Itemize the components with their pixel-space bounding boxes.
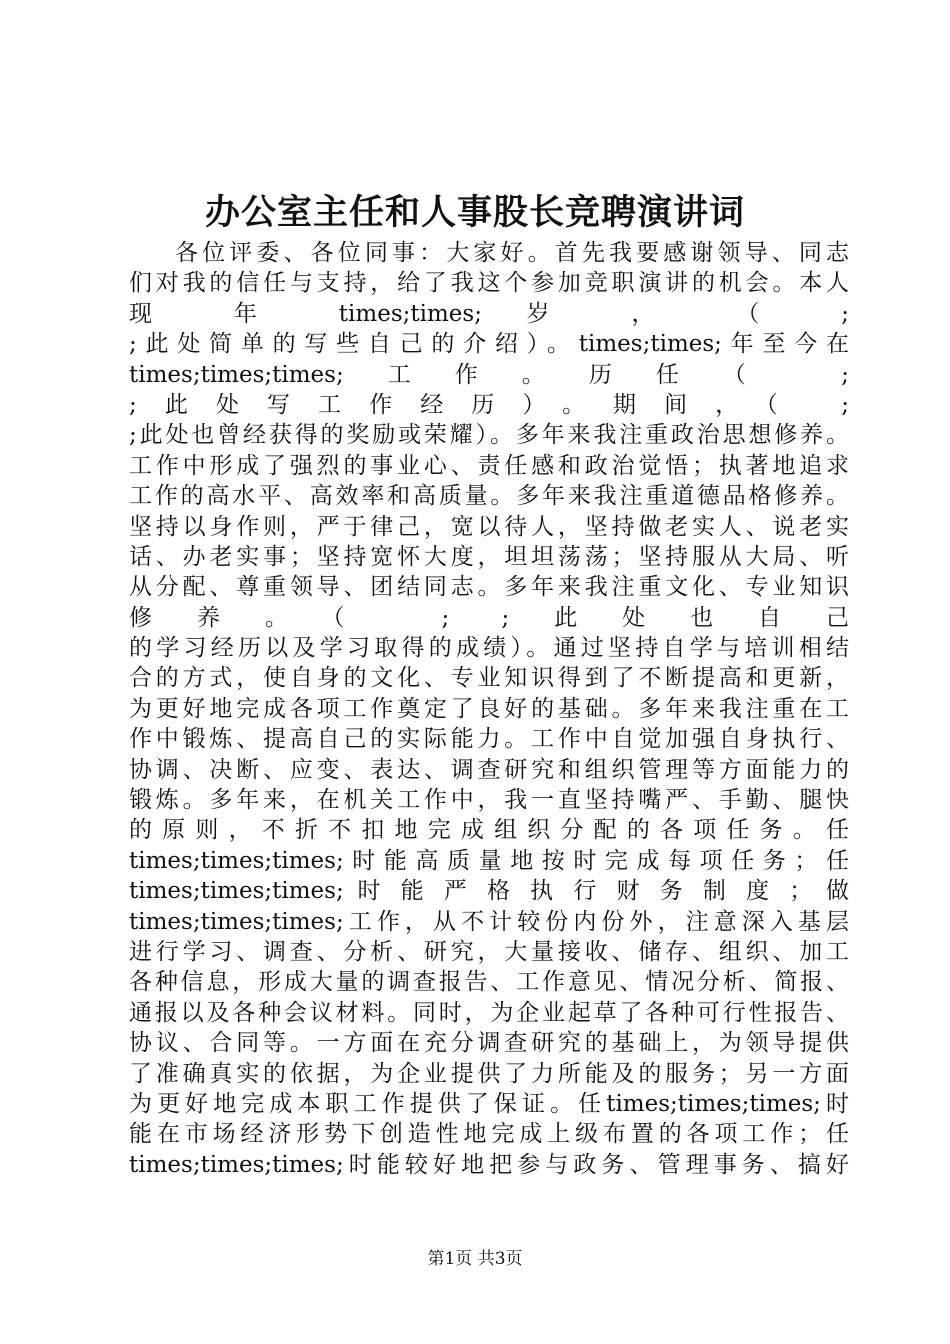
body-line: times;times;times;工作。历任（ ; xyxy=(129,361,849,388)
body-line: 协议、合同等。一方面在充分调查研究的基础上，为领导提供 xyxy=(129,1030,849,1057)
body-line: 工作中形成了强烈的事业心、责任感和政治觉悟；执著地追求 xyxy=(129,452,849,479)
body-line: 为更好地完成本职工作提供了保证。任times;times;times;时 xyxy=(129,1090,849,1117)
body-line: 话、办老实事；坚持宽怀大度，坦坦荡荡；坚持服从大局、听 xyxy=(129,543,849,570)
body-line: 通报以及各种会议材料。同时，为企业起草了各种可行性报告、 xyxy=(129,999,849,1026)
body-line: times;times;times;时能较好地把参与政务、管理事务、搞好 xyxy=(129,1151,849,1178)
page-title: 办公室主任和人事股长竞聘演讲词 xyxy=(204,192,745,233)
body-line: 协调、决断、应变、表达、调查研究和组织管理等方面能力的 xyxy=(129,756,849,783)
body-line: 从分配、尊重领导、团结同志。多年来我注重文化、专业知识 xyxy=(129,574,849,601)
body-line: 锻炼。多年来，在机关工作中，我一直坚持嘴严、手勤、腿快 xyxy=(129,787,849,814)
body-line: 各种信息，形成大量的调查报告、工作意见、情况分析、简报、 xyxy=(129,969,849,996)
body-line: 们对我的信任与支持，给了我这个参加竞职演讲的机会。本人 xyxy=(129,270,849,297)
body-line: 能在市场经济形势下创造性地完成上级布置的各项工作；任 xyxy=(129,1121,849,1148)
speech-body xyxy=(129,238,849,1180)
body-line: times;times;times; 时 能 严 格 执 行 财 务 制 度 ； 做 xyxy=(129,878,849,905)
body-line: 各位评委、各位同事：大家好。首先我要感谢领导、同志 xyxy=(175,240,849,266)
body-line: 修养。（ ; ;此处也自己 xyxy=(129,604,849,631)
body-line: ;此处简单的写些自己的介绍）。times;times;年至今在 xyxy=(129,331,849,358)
body-line: 了准确真实的依据，为企业提供了力所能及的服务；另一方面 xyxy=(129,1060,849,1087)
body-line: times;times;times;工作，从不计较份内份外，注意深入基层 xyxy=(129,908,849,935)
body-line: 的学习经历以及学习取得的成绩）。通过坚持自学与培训相结 xyxy=(129,635,849,662)
body-line: 坚持以身作则，严于律己，宽以待人，坚持做老实人、说老实 xyxy=(129,513,849,540)
body-line: ;此处也曾经获得的奖励或荣耀）。多年来我注重政治思想修养。 xyxy=(129,422,849,449)
body-line: ;此处写工作经历）。期间，（ ; xyxy=(129,391,849,418)
body-line: times;times;times;时能高质量地按时完成每项任务；任 xyxy=(129,847,849,874)
body-line: 工作的高水平、高效率和高质量。多年来我注重道德品格修养。 xyxy=(129,483,849,510)
page-number: 第1页 共3页 xyxy=(427,1249,523,1269)
body-line: 的原则，不折不扣地完成组织分配的各项任务。任 xyxy=(129,817,849,844)
body-line: 作中锻炼、提高自己的实际能力。工作中自觉加强自身执行、 xyxy=(129,726,849,753)
body-line: 合的方式，使自身的文化、专业知识得到了不断提高和更新， xyxy=(129,665,849,692)
body-line: 为更好地完成各项工作奠定了良好的基础。多年来我注重在工 xyxy=(129,695,849,722)
body-line: 现 年 times;times; 岁 ， （ ; xyxy=(129,300,849,327)
body-line: 进行学习、调查、分析、研究，大量接收、储存、组织、加工 xyxy=(129,938,849,965)
